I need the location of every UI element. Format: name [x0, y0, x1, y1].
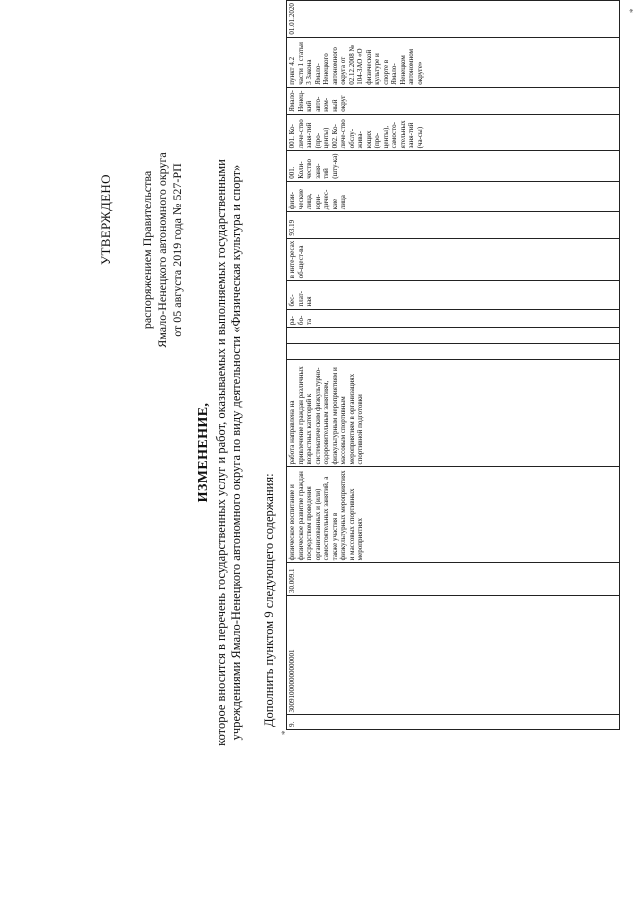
cell-okved-code: 30.009.1 [287, 563, 620, 596]
subtitle-line-1: которое вносится в перечень государственных услуг и работ, оказываемых и выполняемых государственными [214, 159, 228, 746]
document-title: ИЗМЕНЕНИЕ, [196, 402, 211, 503]
cell-interest-category: в инте-ресах об-щест-ва [287, 238, 620, 281]
services-table [286, 0, 620, 730]
subtitle-line-2: учреждениями Ямало-Ненецкого автономного округа по виду деятельности «Физическая культура и спорт» [229, 164, 243, 741]
decree-reference [140, 120, 185, 380]
table-row [287, 1, 620, 730]
corner-mark: * [628, 8, 638, 13]
cell-legal-basis: пункт 4.2 части 1 статьи 3 Закона Ямало-Ненецкого автономного округа от 02.12.2008 № 104-ЗАО «О физической культуре и спорте в Ямало-Ненецком автономном округе» [287, 37, 620, 87]
cell-okved-activity: 93.19 [287, 212, 620, 238]
cell-service-type: ра-бо-та [287, 309, 620, 328]
cell-consumer-category: физи-ческие лица, юри-дичес-кие лица [287, 181, 620, 211]
cell-territory: Ямало-Ненец-кий авто-ном-ный округ [287, 87, 620, 114]
intro-text: Дополнить пунктом 9 следующего содержания: [262, 473, 276, 727]
cell-column-6 [287, 328, 620, 344]
cell-column-5 [287, 343, 620, 359]
corner-mark: * [280, 730, 290, 735]
document-subtitle [214, 40, 244, 865]
approval-stamp-label: УТВЕРЖДЕНО [98, 174, 113, 265]
decree-line-1: распоряжением Правительства [140, 170, 154, 330]
cell-number: 9. [287, 715, 620, 730]
cell-service-name: физическое воспитание и физическое развитие граждан посредством проведения организованных и (или) самостоятельных занятий, а также участия в физкультурных мероприятиях и массовых спортивных мероприятиях [287, 467, 620, 563]
decree-line-2: Ямало-Ненецкого автономного округа [155, 152, 169, 348]
cell-payment-type: бес-плат-ная [287, 281, 620, 309]
cell-volume-indicator: 001. Коли-чество заня-тий (шту-ка) [287, 151, 620, 181]
decree-line-3: от 05 августа 2019 года № 527-РП [170, 163, 184, 337]
cell-service-content: работа направлена на привлечение граждан различных возрастных категорий к систематическим физкультурно-оздоровительным занятиям, физкультурным мероприятиям и массовым спортивным мероприятиям в организациях спортивной подготовки [287, 359, 620, 467]
cell-effective-date: 01.01.2020 [287, 1, 620, 38]
cell-quality-indicator: 001. Ко-личе-ство заня-тий (про-центы) 002. Ко-личе-ство обслу-жива-ющих (про-центы), самосто-ятельных заня-тий (ча-сы) [287, 114, 620, 151]
cell-register-code: 300910000000000001 [287, 595, 620, 715]
